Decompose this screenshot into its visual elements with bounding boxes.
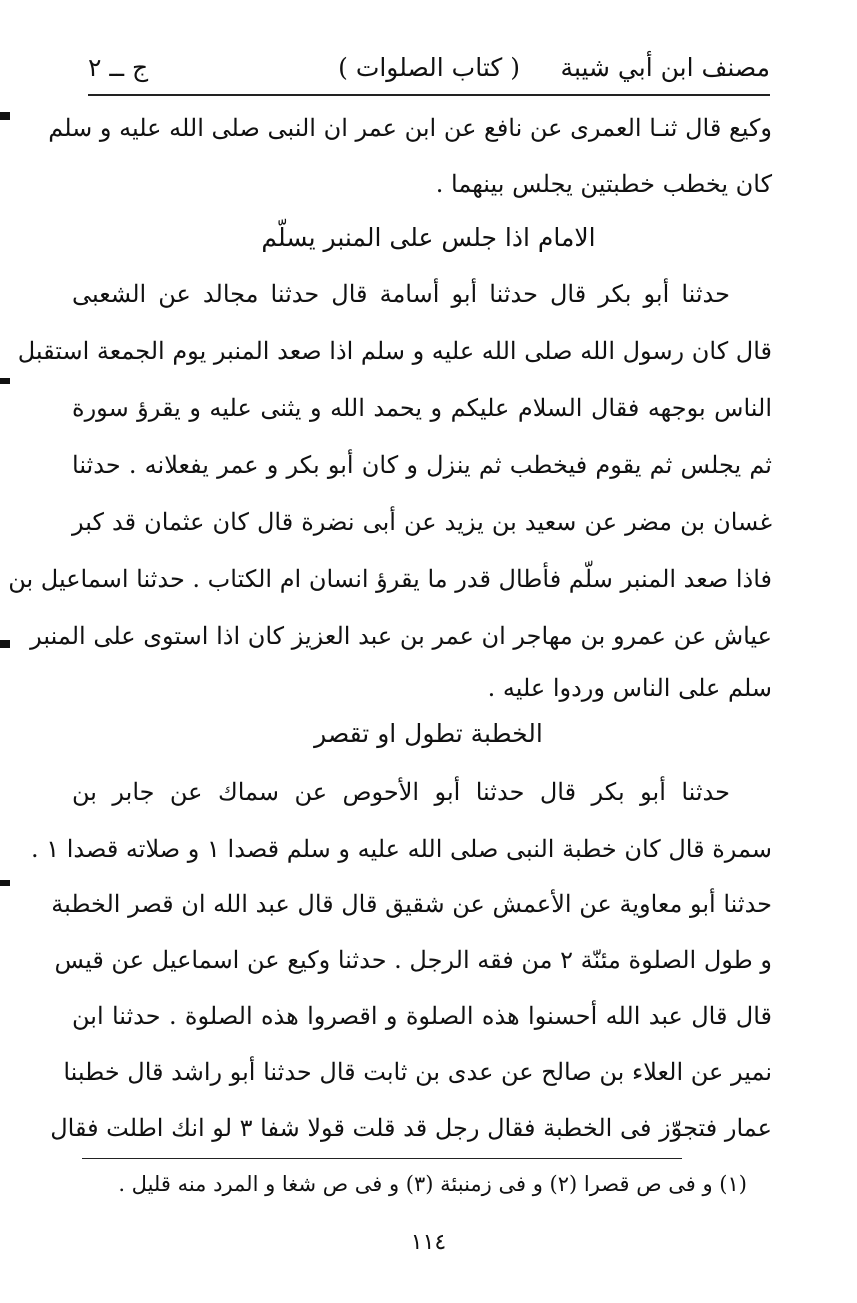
section-heading: الخطبة تطول او تقصر bbox=[314, 719, 543, 748]
text-line: عياش عن عمرو بن مهاجر ان عمر بن عبد العزيز كان اذا استوى على المنبر bbox=[30, 622, 772, 650]
chapter-title: ( كتاب الصلوات ) bbox=[338, 53, 520, 82]
scan-edge-mark bbox=[0, 378, 10, 384]
text-line: عمار فتجوّز فى الخطبة فقال رجل قد قلت قولا شفا ٣ لو انك اطلت فقال bbox=[50, 1114, 772, 1142]
text-line: سمرة قال كان خطبة النبى صلى الله عليه و سلم قصدا ١ و صلاته قصدا ١ . bbox=[30, 835, 772, 863]
text-line: حدثنا أبو معاوية عن الأعمش عن شقيق قال قال عبد الله ان قصر الخطبة bbox=[51, 890, 772, 918]
running-header bbox=[80, 48, 770, 88]
text-line: كان يخطب خطبتين يجلس بينهما . bbox=[435, 170, 772, 198]
page-number: ١١٤ bbox=[410, 1230, 447, 1255]
text-line: قال كان رسول الله صلى الله عليه و سلم اذا صعد المنبر يوم الجمعة استقبل bbox=[17, 337, 772, 365]
footnote: (١) و فى ص قصرا (٢) و فى زمنبئة (٣) و فى ص شغا و المرد منه قليل . bbox=[118, 1172, 747, 1196]
text-line: ثم يجلس ثم يقوم فيخطب ثم ينزل و كان أبو بكر و عمر يفعلانه . حدثنا bbox=[72, 451, 772, 479]
volume-label: ج ــ ٢ bbox=[88, 53, 149, 82]
scan-edge-mark bbox=[0, 640, 10, 648]
footnote-rule bbox=[82, 1158, 682, 1159]
text-line: فاذا صعد المنبر سلّم فأطال قدر ما يقرؤ انسان ام الكتاب . حدثنا اسماعيل بن bbox=[8, 565, 772, 593]
text-line: وكيع قال ثنـا العمرى عن نافع عن ابن عمر ان النبى صلى الله عليه و سلم bbox=[48, 114, 772, 142]
book-title: مصنف ابن أبي شيبة bbox=[560, 53, 770, 82]
scan-edge-mark bbox=[0, 880, 10, 886]
header-rule bbox=[88, 94, 770, 96]
scan-edge-mark bbox=[0, 112, 10, 120]
text-line: نمير عن العلاء بن صالح عن عدى بن ثابت قال حدثنا أبو راشد قال خطبنا bbox=[63, 1058, 772, 1086]
text-line: حدثنا أبو بكر قال حدثنا أبو الأحوص عن سماك عن جابر بن bbox=[72, 778, 730, 806]
text-line: غسان بن مضر عن سعيد بن يزيد عن أبى نضرة قال كان عثمان قد كبر bbox=[72, 508, 772, 536]
text-line: حدثنا أبو بكر قال حدثنا أبو أسامة قال حدثنا مجالد عن الشعبى bbox=[72, 280, 730, 308]
section-heading: الامام اذا جلس على المنبر يسلّم bbox=[261, 223, 596, 252]
text-line: و طول الصلوة مئنّة ٢ من فقه الرجل . حدثنا وكيع عن اسماعيل عن قيس bbox=[54, 946, 772, 974]
text-line: الناس بوجهه فقال السلام عليكم و يحمد الله و يثنى عليه و يقرؤ سورة bbox=[72, 394, 772, 422]
text-line: قال قال عبد الله أحسنوا هذه الصلوة و اقصروا هذه الصلوة . حدثنا ابن bbox=[72, 1002, 772, 1030]
text-line: سلم على الناس وردوا عليه . bbox=[487, 674, 772, 702]
